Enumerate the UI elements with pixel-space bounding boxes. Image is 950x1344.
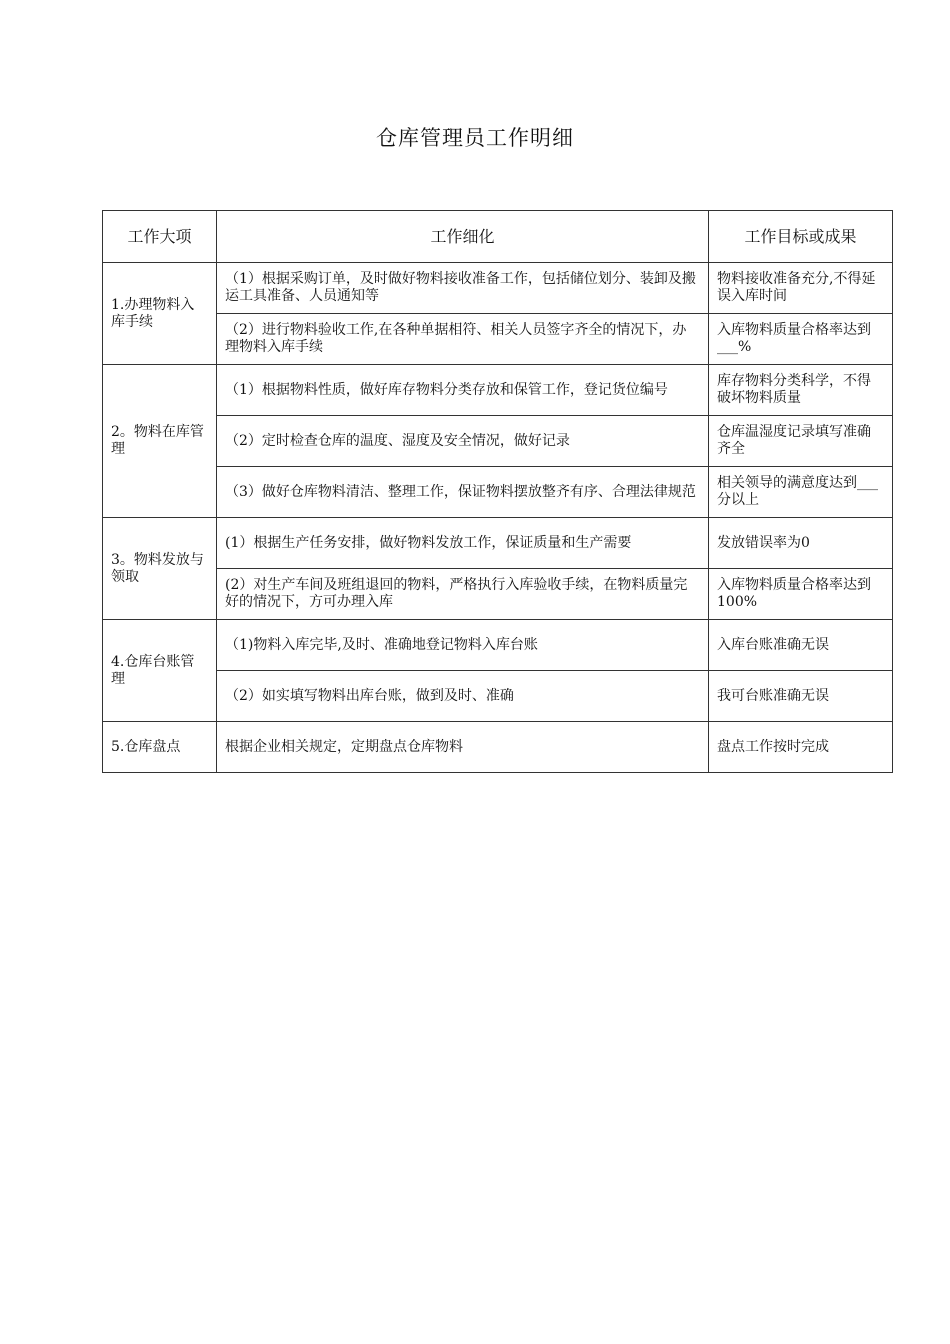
goal-cell: 盘点工作按时完成 <box>709 722 893 773</box>
detail-cell: （1）根据采购订单，及时做好物料接收准备工作，包括储位划分、装卸及搬运工具准备、人员通知等 <box>217 263 709 314</box>
table-row <box>103 365 893 416</box>
detail-cell: (1）根据生产任务安排，做好物料发放工作，保证质量和生产需要 <box>217 518 709 569</box>
category-cell: 1.办理物料入库手续 <box>103 263 217 365</box>
table-row <box>103 314 893 365</box>
detail-cell: （2）定时检查仓库的温度、湿度及安全情况，做好记录 <box>217 416 709 467</box>
detail-cell: （2）如实填写物料出库台账，做到及时、准确 <box>217 671 709 722</box>
table-row <box>103 722 893 773</box>
duty-table <box>102 210 893 773</box>
column-header-goal: 工作目标或成果 <box>709 211 893 263</box>
goal-cell: 入库台账准确无误 <box>709 620 893 671</box>
goal-cell: 相关领导的满意度达到___分以上 <box>709 467 893 518</box>
table-row <box>103 263 893 314</box>
table-row <box>103 569 893 620</box>
category-cell: 3。物料发放与领取 <box>103 518 217 620</box>
detail-cell: （1)物料入库完毕,及时、准确地登记物料入库台账 <box>217 620 709 671</box>
category-cell: 4.仓库台账管理 <box>103 620 217 722</box>
table-row <box>103 620 893 671</box>
table-row <box>103 467 893 518</box>
column-header-detail: 工作细化 <box>217 211 709 263</box>
category-cell: 2。物料在库管理 <box>103 365 217 518</box>
table-row <box>103 416 893 467</box>
goal-cell: 我可台账准确无误 <box>709 671 893 722</box>
goal-cell: 物料接收准备充分,不得延误入库时间 <box>709 263 893 314</box>
detail-cell: （1）根据物料性质，做好库存物料分类存放和保管工作，登记货位编号 <box>217 365 709 416</box>
category-cell: 5.仓库盘点 <box>103 722 217 773</box>
table-header-row <box>103 211 893 263</box>
table-row <box>103 518 893 569</box>
detail-cell: （3）做好仓库物料清洁、整理工作，保证物料摆放整齐有序、合理法律规范 <box>217 467 709 518</box>
table-row <box>103 671 893 722</box>
detail-cell: 根据企业相关规定，定期盘点仓库物料 <box>217 722 709 773</box>
document-title: 仓库管理员工作明细 <box>376 126 574 150</box>
goal-cell: 入库物料质量合格率达到___% <box>709 314 893 365</box>
detail-cell: (2）对生产车间及班组退回的物料，严格执行入库验收手续，在物料质量完好的情况下，方可办理入库 <box>217 569 709 620</box>
goal-cell: 入库物料质量合格率达到100% <box>709 569 893 620</box>
goal-cell: 库存物料分类科学，不得破坏物料质量 <box>709 365 893 416</box>
goal-cell: 仓库温湿度记录填写准确齐全 <box>709 416 893 467</box>
column-header-category: 工作大项 <box>103 211 217 263</box>
detail-cell: （2）进行物料验收工作,在各种单据相符、相关人员签字齐全的情况下，办理物料入库手续 <box>217 314 709 365</box>
goal-cell: 发放错误率为0 <box>709 518 893 569</box>
